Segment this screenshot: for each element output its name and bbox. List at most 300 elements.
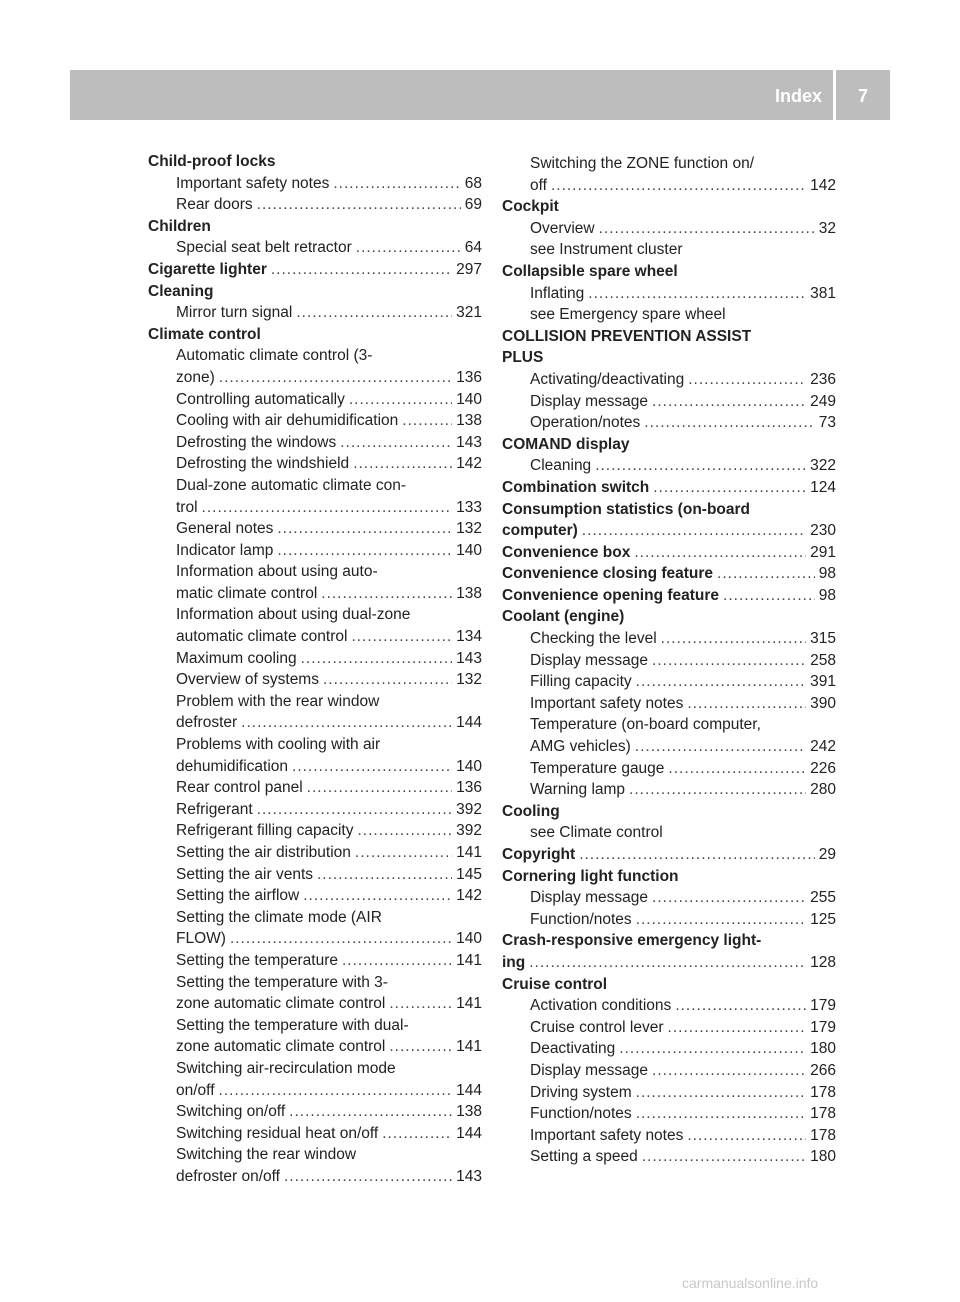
page-reference[interactable]: 132 <box>456 520 482 538</box>
index-heading <box>502 930 836 952</box>
index-subentry <box>148 972 482 994</box>
page-reference[interactable]: 230 <box>810 522 836 540</box>
entry-text: Information about using dual-zone <box>176 606 411 624</box>
entry-text: see Climate control <box>530 824 663 842</box>
entry-text: Coolant (engine) <box>502 608 625 626</box>
entry-text: Cleaning <box>530 457 592 475</box>
index-subentry <box>148 1058 482 1080</box>
index-heading <box>502 866 836 888</box>
dot-leader <box>340 432 452 454</box>
index-heading <box>502 801 836 823</box>
page-reference[interactable]: 280 <box>810 781 836 799</box>
entry-text: Defrosting the windshield <box>176 455 350 473</box>
entry-text: Problems with cooling with air <box>176 736 381 754</box>
entry-text: Deactivating <box>530 1040 616 1058</box>
page-reference[interactable]: 297 <box>456 260 482 278</box>
page-reference[interactable]: 236 <box>810 370 836 388</box>
page-reference[interactable]: 140 <box>456 930 482 948</box>
index-subentry <box>148 237 482 259</box>
entry-text: Cruise control <box>502 975 608 993</box>
dot-leader <box>241 712 452 734</box>
page-reference[interactable]: 132 <box>456 671 482 689</box>
dot-leader <box>529 952 806 974</box>
dot-leader <box>652 1060 806 1082</box>
dot-leader <box>351 626 452 648</box>
page-reference[interactable]: 73 <box>818 414 836 432</box>
entry-text: Climate control <box>148 325 261 343</box>
entry-text: Important safety notes <box>530 694 684 712</box>
entry-text: Controlling automatically <box>176 390 345 408</box>
entry-text: FLOW) <box>176 930 226 948</box>
entry-text: Refrigerant <box>176 800 253 818</box>
index-subentry <box>148 1123 482 1145</box>
index-heading <box>148 281 482 303</box>
entry-text: Overview <box>530 219 595 237</box>
index-heading <box>502 520 836 542</box>
entry-text: Children <box>148 217 211 235</box>
index-subentry <box>148 583 482 605</box>
dot-leader <box>636 1082 806 1104</box>
index-subentry <box>148 453 482 475</box>
page-reference[interactable]: 381 <box>810 284 836 302</box>
entry-text: Setting the climate mode (AIR <box>176 908 382 926</box>
index-subentry <box>502 412 836 434</box>
dot-leader <box>382 1123 452 1145</box>
index-heading <box>502 347 836 369</box>
entry-text: Problem with the rear window <box>176 692 380 710</box>
index-heading <box>502 434 836 456</box>
page-reference[interactable]: 258 <box>810 651 836 669</box>
page-reference[interactable]: 140 <box>456 757 482 775</box>
index-subentry <box>148 712 482 734</box>
index-subentry <box>502 628 836 650</box>
dot-leader <box>323 669 452 691</box>
dot-leader <box>289 1101 452 1123</box>
dot-leader <box>292 756 452 778</box>
dot-leader <box>588 283 806 305</box>
index-subentry <box>502 391 836 413</box>
entry-text: Cockpit <box>502 198 559 216</box>
entry-text: Refrigerant filling capacity <box>176 822 354 840</box>
index-subentry <box>502 714 836 736</box>
page-reference[interactable]: 178 <box>810 1105 836 1123</box>
page-reference[interactable]: 266 <box>810 1061 836 1079</box>
entry-text: Switching residual heat on/off <box>176 1124 379 1142</box>
dot-leader <box>668 758 806 780</box>
entry-text: PLUS <box>502 349 544 367</box>
entry-text: Combination switch <box>502 478 650 496</box>
entry-text: Switching the rear window <box>176 1146 357 1164</box>
entry-text: General notes <box>176 520 274 538</box>
page-reference[interactable]: 134 <box>456 628 482 646</box>
entry-text: Setting the temperature with dual- <box>176 1016 409 1034</box>
dot-leader <box>230 928 452 950</box>
dot-leader <box>629 779 806 801</box>
page-reference[interactable]: 68 <box>464 174 482 192</box>
dot-leader <box>636 1103 806 1125</box>
index-heading <box>502 196 836 218</box>
page-reference[interactable]: 69 <box>464 196 482 214</box>
index-subentry <box>148 669 482 691</box>
dot-leader <box>582 520 806 542</box>
index-subentry <box>502 153 836 175</box>
entry-text: zone) <box>176 368 215 386</box>
page-reference[interactable]: 98 <box>818 565 836 583</box>
index-heading <box>502 261 836 283</box>
dot-leader <box>307 777 452 799</box>
page-number: 7 <box>857 86 868 106</box>
page-reference[interactable]: 144 <box>456 1081 482 1099</box>
index-subentry <box>502 909 836 931</box>
page-reference[interactable]: 143 <box>456 1167 482 1185</box>
index-subentry <box>148 928 482 950</box>
dot-leader <box>551 175 806 197</box>
entry-text: Important safety notes <box>176 174 330 192</box>
page-reference[interactable]: 390 <box>810 694 836 712</box>
page-reference[interactable]: 249 <box>810 392 836 410</box>
entry-text: computer) <box>502 522 578 540</box>
index-heading <box>502 542 836 564</box>
page-reference[interactable]: 226 <box>810 759 836 777</box>
index-subentry <box>148 993 482 1015</box>
index-heading <box>502 974 836 996</box>
index-subentry <box>502 175 836 197</box>
watermark: carmanualsonline.info <box>682 1275 819 1291</box>
entry-text: Switching on/off <box>176 1103 286 1121</box>
dot-leader <box>317 864 452 886</box>
entry-text: Temperature (on-board computer, <box>530 716 761 734</box>
page-reference[interactable]: 141 <box>456 844 482 861</box>
index-heading <box>502 606 836 628</box>
page-reference[interactable]: 392 <box>456 822 482 840</box>
index-heading <box>502 326 836 348</box>
entry-text: off <box>530 176 547 194</box>
index-subentry <box>148 302 482 324</box>
dot-leader <box>661 628 806 650</box>
entry-text: see Emergency spare wheel <box>530 306 726 324</box>
dot-leader <box>277 518 452 540</box>
page-reference[interactable]: 142 <box>810 176 836 194</box>
entry-text: zone automatic climate control <box>176 995 386 1013</box>
entry-text: Filling capacity <box>530 673 632 691</box>
index-subentry <box>148 497 482 519</box>
index-subentry <box>502 779 836 801</box>
entry-text: dehumidification <box>176 757 289 775</box>
index-subentry <box>148 799 482 821</box>
entry-text: Function/notes <box>530 1105 632 1123</box>
entry-text: Display message <box>530 651 649 669</box>
page-reference[interactable]: 321 <box>456 304 482 322</box>
index-subentry <box>148 626 482 648</box>
dot-leader <box>599 218 815 240</box>
index-subentry <box>502 1038 836 1060</box>
page-reference[interactable]: 178 <box>810 1083 836 1101</box>
entry-text: Cooling <box>502 802 560 820</box>
index-subentry <box>502 1082 836 1104</box>
entry-text: AMG vehicles) <box>530 738 631 756</box>
dot-leader <box>402 410 452 432</box>
entry-text: Overview of systems <box>176 671 319 689</box>
index-heading <box>148 259 482 281</box>
entry-text: zone automatic climate control <box>176 1038 386 1056</box>
index-column-right <box>502 151 836 1168</box>
entry-text: COMAND display <box>502 435 630 453</box>
dot-leader <box>284 1166 452 1188</box>
entry-text: Display message <box>530 1061 649 1079</box>
index-subentry <box>148 345 482 367</box>
index-subentry <box>148 389 482 411</box>
page-reference[interactable]: 64 <box>464 239 482 257</box>
index-column-left <box>148 151 482 1188</box>
entry-text: defroster on/off <box>176 1167 280 1185</box>
index-subentry <box>502 887 836 909</box>
page-reference[interactable]: 142 <box>456 887 482 905</box>
index-subentry <box>148 173 482 195</box>
dot-leader <box>353 453 452 475</box>
page-reference[interactable]: 136 <box>456 779 482 797</box>
index-subentry <box>148 777 482 799</box>
entry-text: Activation conditions <box>530 997 672 1015</box>
entry-text: matic climate control <box>176 584 318 602</box>
page-reference[interactable]: 392 <box>456 800 482 818</box>
page-reference[interactable]: 315 <box>810 630 836 648</box>
dot-leader <box>717 563 815 585</box>
entry-text: Defrosting the windows <box>176 433 337 451</box>
entry-text: Maximum cooling <box>176 649 297 667</box>
index-subentry <box>148 604 482 626</box>
index-entry-list <box>148 151 482 1188</box>
page-reference[interactable]: 179 <box>810 997 836 1015</box>
entry-text: Operation/notes <box>530 414 641 432</box>
index-subentry <box>148 648 482 670</box>
dot-leader <box>644 412 814 434</box>
page-reference[interactable]: 143 <box>456 433 482 451</box>
page-reference[interactable]: 180 <box>810 1148 836 1166</box>
index-subentry <box>148 561 482 583</box>
page-reference[interactable]: 128 <box>810 953 836 971</box>
entry-text: Rear control panel <box>176 779 303 797</box>
entry-text: Function/notes <box>530 910 632 928</box>
dot-leader <box>635 736 806 758</box>
entry-text: Dual-zone automatic climate con- <box>176 476 407 494</box>
dot-leader <box>219 367 452 389</box>
page-reference[interactable]: 29 <box>818 846 836 863</box>
index-heading <box>148 151 482 173</box>
dot-leader <box>342 950 452 972</box>
index-subentry <box>148 1166 482 1188</box>
page-reference[interactable]: 125 <box>810 910 836 928</box>
dot-leader <box>277 540 452 562</box>
dot-leader <box>652 887 806 909</box>
index-subentry <box>502 758 836 780</box>
page-reference[interactable]: 242 <box>810 738 836 756</box>
page-reference[interactable]: 133 <box>456 498 482 516</box>
entry-text: Setting the airflow <box>176 887 300 905</box>
page-reference[interactable]: 144 <box>456 1124 482 1142</box>
dot-leader <box>653 477 806 499</box>
dot-leader <box>636 671 806 693</box>
dot-leader <box>389 1036 452 1058</box>
index-subentry <box>148 734 482 756</box>
page-reference[interactable]: 291 <box>810 543 836 561</box>
entry-text: Collapsible spare wheel <box>502 262 678 280</box>
index-subentry <box>148 950 482 972</box>
dot-leader <box>219 1080 453 1102</box>
page-reference[interactable]: 138 <box>456 412 482 430</box>
entry-text: Switching the ZONE function on/ <box>530 155 755 172</box>
index-subentry <box>148 864 482 886</box>
entry-text: Indicator lamp <box>176 541 274 559</box>
entry-text: Cooling with air dehumidification <box>176 412 399 430</box>
index-subentry <box>502 239 836 261</box>
dot-leader <box>579 844 815 866</box>
page-reference[interactable]: 141 <box>456 995 482 1013</box>
dot-leader <box>389 993 452 1015</box>
dot-leader <box>652 650 806 672</box>
dot-leader <box>668 1017 807 1039</box>
dot-leader <box>688 369 806 391</box>
index-subentry <box>148 367 482 389</box>
page-reference[interactable]: 144 <box>456 714 482 732</box>
dot-leader <box>675 995 806 1017</box>
entry-text: Activating/deactivating <box>530 370 685 388</box>
entry-text: Mirror turn signal <box>176 304 293 322</box>
index-heading <box>148 324 482 346</box>
entry-text: Cornering light function <box>502 867 679 885</box>
dot-leader <box>271 259 452 281</box>
page-reference[interactable]: 145 <box>456 865 482 883</box>
index-entry-list <box>502 153 836 1168</box>
index-subentry <box>502 1103 836 1125</box>
index-subentry <box>148 475 482 497</box>
index-subentry <box>502 1125 836 1147</box>
dot-leader <box>257 194 461 216</box>
dot-leader <box>634 542 806 564</box>
dot-leader <box>303 885 452 907</box>
index-subentry <box>502 369 836 391</box>
index-subentry <box>148 1015 482 1037</box>
page-reference[interactable]: 138 <box>456 584 482 602</box>
entry-text: Copyright <box>502 846 576 863</box>
page-reference[interactable]: 136 <box>456 368 482 386</box>
dot-leader <box>321 583 452 605</box>
page-reference[interactable]: 322 <box>810 457 836 475</box>
entry-text: Consumption statistics (on-board <box>502 500 750 518</box>
page-reference[interactable]: 124 <box>810 478 836 496</box>
index-subentry <box>502 283 836 305</box>
page-reference[interactable]: 142 <box>456 455 482 473</box>
dot-leader <box>296 302 452 324</box>
entry-text: Cruise control lever <box>530 1018 664 1036</box>
entry-text: Inflating <box>530 284 585 302</box>
page-reference[interactable]: 180 <box>810 1040 836 1058</box>
index-heading <box>502 499 836 521</box>
dot-leader <box>202 497 453 519</box>
page-reference[interactable]: 140 <box>456 541 482 559</box>
index-subentry <box>148 842 482 864</box>
dot-leader <box>349 389 452 411</box>
index-subentry <box>502 1060 836 1082</box>
index-subentry <box>148 820 482 842</box>
page-reference[interactable]: 141 <box>456 951 482 969</box>
index-subentry <box>502 455 836 477</box>
dot-leader <box>257 799 452 821</box>
dot-leader <box>355 842 452 864</box>
entry-text: Setting the air vents <box>176 865 313 883</box>
entry-text: Cigarette lighter <box>148 260 267 278</box>
entry-text: Crash-responsive emergency light- <box>502 932 762 950</box>
entry-text: trol <box>176 498 198 516</box>
entry-text: Driving system <box>530 1083 632 1101</box>
dot-leader <box>636 909 806 931</box>
index-subentry <box>502 218 836 240</box>
dot-leader <box>357 820 452 842</box>
page-reference[interactable]: 141 <box>456 1038 482 1056</box>
entry-text: see Instrument cluster <box>530 241 683 259</box>
page-reference[interactable]: 138 <box>456 1103 482 1121</box>
index-heading <box>502 477 836 499</box>
entry-text: automatic climate control <box>176 628 348 646</box>
entry-text: Warning lamp <box>530 781 626 799</box>
entry-text: Setting a speed <box>530 1148 638 1166</box>
index-subentry <box>148 691 482 713</box>
entry-text: Cleaning <box>148 282 214 300</box>
page-reference[interactable]: 143 <box>456 649 482 667</box>
page-reference[interactable]: 98 <box>818 586 836 604</box>
dot-leader <box>642 1146 806 1168</box>
dot-leader <box>652 391 806 413</box>
entry-text: on/off <box>176 1081 215 1099</box>
dot-leader <box>687 693 806 715</box>
entry-text: Convenience opening feature <box>502 586 720 604</box>
entry-text: Special seat belt retractor <box>176 239 352 257</box>
dot-leader <box>619 1038 806 1060</box>
index-subentry <box>148 885 482 907</box>
entry-text: defroster <box>176 714 238 732</box>
entry-text: Checking the level <box>530 630 657 648</box>
entry-text: Information about using auto- <box>176 563 378 581</box>
page-reference[interactable]: 255 <box>810 889 836 907</box>
dot-leader <box>723 585 815 607</box>
index-subentry <box>148 540 482 562</box>
entry-text: Automatic climate control (3- <box>176 347 373 365</box>
index-subentry <box>148 518 482 540</box>
section-title: Index <box>774 86 822 106</box>
page-reference[interactable]: 140 <box>456 390 482 408</box>
index-subentry <box>502 304 836 326</box>
index-subentry <box>148 410 482 432</box>
index-heading <box>502 952 836 974</box>
entry-text: Important safety notes <box>530 1126 684 1144</box>
entry-text: COLLISION PREVENTION ASSIST <box>502 327 752 345</box>
dot-leader <box>356 237 461 259</box>
index-subentry <box>148 432 482 454</box>
index-subentry <box>148 1144 482 1166</box>
entry-text: Setting the temperature with 3- <box>176 973 388 991</box>
index-subentry <box>148 1036 482 1058</box>
dot-leader <box>595 455 806 477</box>
index-subentry <box>148 1101 482 1123</box>
index-heading <box>148 216 482 238</box>
index-subentry <box>502 1146 836 1168</box>
page-reference[interactable]: 32 <box>818 219 836 237</box>
page-reference[interactable]: 391 <box>810 673 836 691</box>
index-subentry <box>502 1017 836 1039</box>
index-heading <box>502 585 836 607</box>
page-reference[interactable]: 179 <box>810 1018 836 1036</box>
page-reference[interactable]: 178 <box>810 1126 836 1144</box>
entry-text: Display message <box>530 392 649 410</box>
